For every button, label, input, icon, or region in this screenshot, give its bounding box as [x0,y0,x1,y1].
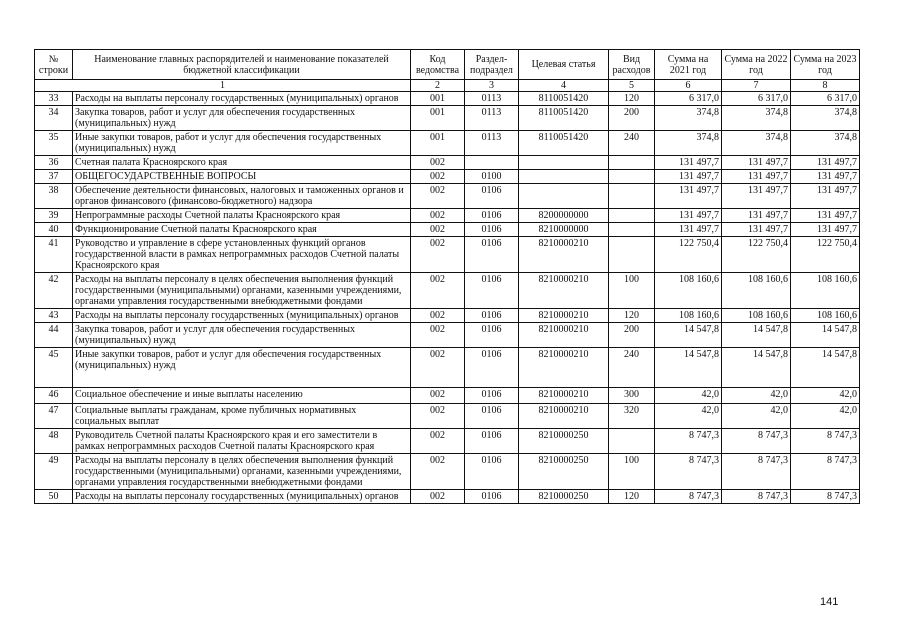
header-target: Целевая статья [519,50,609,80]
row-section: 0106 [465,184,519,209]
row-name: Функционирование Счетной палаты Красноярского края [73,223,411,237]
table-row [35,454,860,490]
row-section: 0106 [465,323,519,348]
table-row [35,209,860,223]
row-section: 0106 [465,454,519,490]
row-number: 48 [35,429,73,454]
row-sum-2021: 42,0 [655,404,722,429]
table-row [35,106,860,131]
row-sum-2022: 131 497,7 [722,184,791,209]
row-expense-type [609,156,655,170]
row-sum-2022: 131 497,7 [722,223,791,237]
row-target: 8210000250 [519,429,609,454]
row-sum-2021: 14 547,8 [655,348,722,388]
row-dept-code: 002 [411,454,465,490]
table-row [35,170,860,184]
row-sum-2021: 122 750,4 [655,237,722,273]
row-name: Расходы на выплаты персоналу государственных (муниципальных) органов [73,490,411,504]
row-sum-2023: 14 547,8 [791,323,860,348]
row-sum-2022: 14 547,8 [722,348,791,388]
row-expense-type: 100 [609,273,655,309]
row-section: 0113 [465,131,519,156]
row-number: 49 [35,454,73,490]
row-sum-2021: 8 747,3 [655,454,722,490]
row-sum-2021: 14 547,8 [655,323,722,348]
table-row [35,388,860,404]
row-expense-type: 200 [609,106,655,131]
row-target [519,156,609,170]
table-row [35,273,860,309]
row-name: Счетная палата Красноярского края [73,156,411,170]
header-row-no: № строки [35,50,73,80]
row-section: 0106 [465,209,519,223]
row-expense-type: 120 [609,490,655,504]
row-target: 8210000210 [519,323,609,348]
row-name: Руководитель Счетной палаты Красноярского края и его заместители в рамках непрограммных расходов Счетной палаты Красноярского края [73,429,411,454]
row-dept-code: 002 [411,309,465,323]
row-expense-type: 320 [609,404,655,429]
row-dept-code: 002 [411,184,465,209]
row-sum-2023: 108 160,6 [791,309,860,323]
row-section: 0113 [465,92,519,106]
row-sum-2022: 131 497,7 [722,156,791,170]
table-row [35,490,860,504]
row-sum-2022: 6 317,0 [722,92,791,106]
row-sum-2023: 42,0 [791,404,860,429]
row-section: 0106 [465,309,519,323]
row-sum-2021: 131 497,7 [655,184,722,209]
row-number: 40 [35,223,73,237]
row-name: Социальное обеспечение и иные выплаты населению [73,388,411,404]
row-number: 33 [35,92,73,106]
table-row [35,92,860,106]
col-number-5: 5 [609,80,655,92]
row-number: 44 [35,323,73,348]
row-sum-2023: 374,8 [791,106,860,131]
row-sum-2022: 108 160,6 [722,309,791,323]
row-dept-code: 002 [411,404,465,429]
row-target: 8210000000 [519,223,609,237]
row-number: 37 [35,170,73,184]
header-name: Наименование главных распорядителей и наименование показателей бюджетной классификации [73,50,411,80]
row-target: 8210000210 [519,309,609,323]
row-name: Иные закупки товаров, работ и услуг для обеспечения государственных (муниципальных) нужд [73,131,411,156]
row-section: 0106 [465,237,519,273]
row-section: 0106 [465,490,519,504]
row-sum-2021: 6 317,0 [655,92,722,106]
row-sum-2023: 131 497,7 [791,170,860,184]
row-number: 46 [35,388,73,404]
row-dept-code: 001 [411,92,465,106]
header-sum-2021: Сумма на 2021 год [655,50,722,80]
row-target: 8110051420 [519,106,609,131]
row-sum-2022: 122 750,4 [722,237,791,273]
budget-table [34,49,860,504]
row-sum-2023: 8 747,3 [791,429,860,454]
col-number-6: 6 [655,80,722,92]
row-name: Закупка товаров, работ и услуг для обеспечения государственных (муниципальных) нужд [73,323,411,348]
table-row [35,131,860,156]
row-sum-2022: 374,8 [722,106,791,131]
row-number: 36 [35,156,73,170]
table-row [35,429,860,454]
row-section: 0106 [465,429,519,454]
row-sum-2022: 42,0 [722,404,791,429]
col-number-4: 4 [519,80,609,92]
row-sum-2021: 42,0 [655,388,722,404]
row-sum-2023: 122 750,4 [791,237,860,273]
row-sum-2023: 131 497,7 [791,156,860,170]
row-dept-code: 002 [411,490,465,504]
row-dept-code: 002 [411,429,465,454]
row-sum-2021: 374,8 [655,106,722,131]
budget-table-container [34,49,859,504]
row-target: 8110051420 [519,92,609,106]
row-sum-2022: 8 747,3 [722,454,791,490]
row-number: 43 [35,309,73,323]
row-target: 8110051420 [519,131,609,156]
row-sum-2022: 108 160,6 [722,273,791,309]
row-sum-2021: 131 497,7 [655,209,722,223]
table-row [35,156,860,170]
row-sum-2023: 131 497,7 [791,184,860,209]
row-name: Расходы на выплаты персоналу государственных (муниципальных) органов [73,309,411,323]
row-name: ОБЩЕГОСУДАРСТВЕННЫЕ ВОПРОСЫ [73,170,411,184]
table-row [35,348,860,388]
row-number: 41 [35,237,73,273]
row-target: 8210000210 [519,388,609,404]
row-dept-code: 001 [411,131,465,156]
row-sum-2023: 131 497,7 [791,223,860,237]
table-row [35,323,860,348]
row-target: 8210000210 [519,237,609,273]
row-section [465,156,519,170]
row-dept-code: 002 [411,209,465,223]
header-section: Раздел-подраздел [465,50,519,80]
row-number: 47 [35,404,73,429]
row-name: Социальные выплаты гражданам, кроме публичных нормативных социальных выплат [73,404,411,429]
row-section: 0113 [465,106,519,131]
row-name: Руководство и управление в сфере установленных функций органов государственной власти в рамках непрограммных расходов Счетной палаты Красноярского края [73,237,411,273]
row-sum-2023: 14 547,8 [791,348,860,388]
row-section: 0106 [465,348,519,388]
row-target: 8200000000 [519,209,609,223]
row-target [519,184,609,209]
row-number: 34 [35,106,73,131]
row-sum-2023: 6 317,0 [791,92,860,106]
row-sum-2022: 131 497,7 [722,170,791,184]
row-number: 35 [35,131,73,156]
row-dept-code: 002 [411,388,465,404]
row-number: 38 [35,184,73,209]
row-target: 8210000250 [519,454,609,490]
row-expense-type: 240 [609,131,655,156]
row-dept-code: 002 [411,170,465,184]
row-number: 42 [35,273,73,309]
col-number-2: 2 [411,80,465,92]
table-row [35,309,860,323]
row-dept-code: 002 [411,323,465,348]
row-sum-2021: 131 497,7 [655,223,722,237]
row-name: Расходы на выплаты персоналу в целях обеспечения выполнения функций государственными (муниципальными) органами, казенными учреждениями, органами управления государственными внебюджетными фондами [73,454,411,490]
header-sum-2023: Сумма на 2023 год [791,50,860,80]
row-target: 8210000210 [519,404,609,429]
header-expense-type: Вид расходов [609,50,655,80]
table-row [35,223,860,237]
col-number-7: 7 [722,80,791,92]
row-section: 0100 [465,170,519,184]
row-sum-2021: 8 747,3 [655,490,722,504]
table-row [35,404,860,429]
row-target: 8210000250 [519,490,609,504]
row-sum-2021: 8 747,3 [655,429,722,454]
row-sum-2022: 131 497,7 [722,209,791,223]
row-sum-2023: 8 747,3 [791,454,860,490]
row-sum-2022: 42,0 [722,388,791,404]
row-expense-type [609,237,655,273]
page-number: 141 [820,596,839,608]
row-number: 50 [35,490,73,504]
row-dept-code: 002 [411,156,465,170]
row-sum-2021: 108 160,6 [655,309,722,323]
row-number: 45 [35,348,73,388]
header-row [35,50,860,80]
table-row [35,237,860,273]
row-expense-type [609,223,655,237]
row-sum-2021: 131 497,7 [655,170,722,184]
column-number-row [35,80,860,92]
row-expense-type: 200 [609,323,655,348]
col-number-3: 3 [465,80,519,92]
table-row [35,184,860,209]
row-expense-type [609,429,655,454]
row-target [519,170,609,184]
row-name: Расходы на выплаты персоналу государственных (муниципальных) органов [73,92,411,106]
row-section: 0106 [465,388,519,404]
header-dept-code: Код ведомства [411,50,465,80]
row-expense-type: 240 [609,348,655,388]
row-name: Расходы на выплаты персоналу в целях обеспечения выполнения функций государственными (муниципальными) органами, казенными учреждениями, органами управления государственными внебюджетными фондами [73,273,411,309]
row-name: Иные закупки товаров, работ и услуг для обеспечения государственных (муниципальных) нужд [73,348,411,388]
row-expense-type: 120 [609,92,655,106]
row-sum-2023: 42,0 [791,388,860,404]
row-sum-2022: 8 747,3 [722,490,791,504]
row-target: 8210000210 [519,348,609,388]
row-sum-2022: 374,8 [722,131,791,156]
row-section: 0106 [465,223,519,237]
row-sum-2021: 131 497,7 [655,156,722,170]
row-expense-type: 300 [609,388,655,404]
row-sum-2021: 374,8 [655,131,722,156]
row-sum-2023: 131 497,7 [791,209,860,223]
row-expense-type: 120 [609,309,655,323]
row-dept-code: 001 [411,106,465,131]
header-sum-2022: Сумма на 2022 год [722,50,791,80]
row-number: 39 [35,209,73,223]
row-section: 0106 [465,273,519,309]
row-name: Обеспечение деятельности финансовых, налоговых и таможенных органов и органов финансового (финансово-бюджетного) надзора [73,184,411,209]
row-expense-type [609,184,655,209]
row-dept-code: 002 [411,348,465,388]
row-sum-2023: 108 160,6 [791,273,860,309]
row-sum-2022: 14 547,8 [722,323,791,348]
row-sum-2021: 108 160,6 [655,273,722,309]
row-sum-2023: 374,8 [791,131,860,156]
row-expense-type [609,170,655,184]
row-name: Непрограммные расходы Счетной палаты Красноярского края [73,209,411,223]
row-dept-code: 002 [411,273,465,309]
row-dept-code: 002 [411,223,465,237]
row-dept-code: 002 [411,237,465,273]
row-expense-type [609,209,655,223]
row-section: 0106 [465,404,519,429]
col-number-8: 8 [791,80,860,92]
row-name: Закупка товаров, работ и услуг для обеспечения государственных (муниципальных) нужд [73,106,411,131]
row-sum-2023: 8 747,3 [791,490,860,504]
col-number-1: 1 [35,80,411,92]
row-expense-type: 100 [609,454,655,490]
row-target: 8210000210 [519,273,609,309]
row-sum-2022: 8 747,3 [722,429,791,454]
